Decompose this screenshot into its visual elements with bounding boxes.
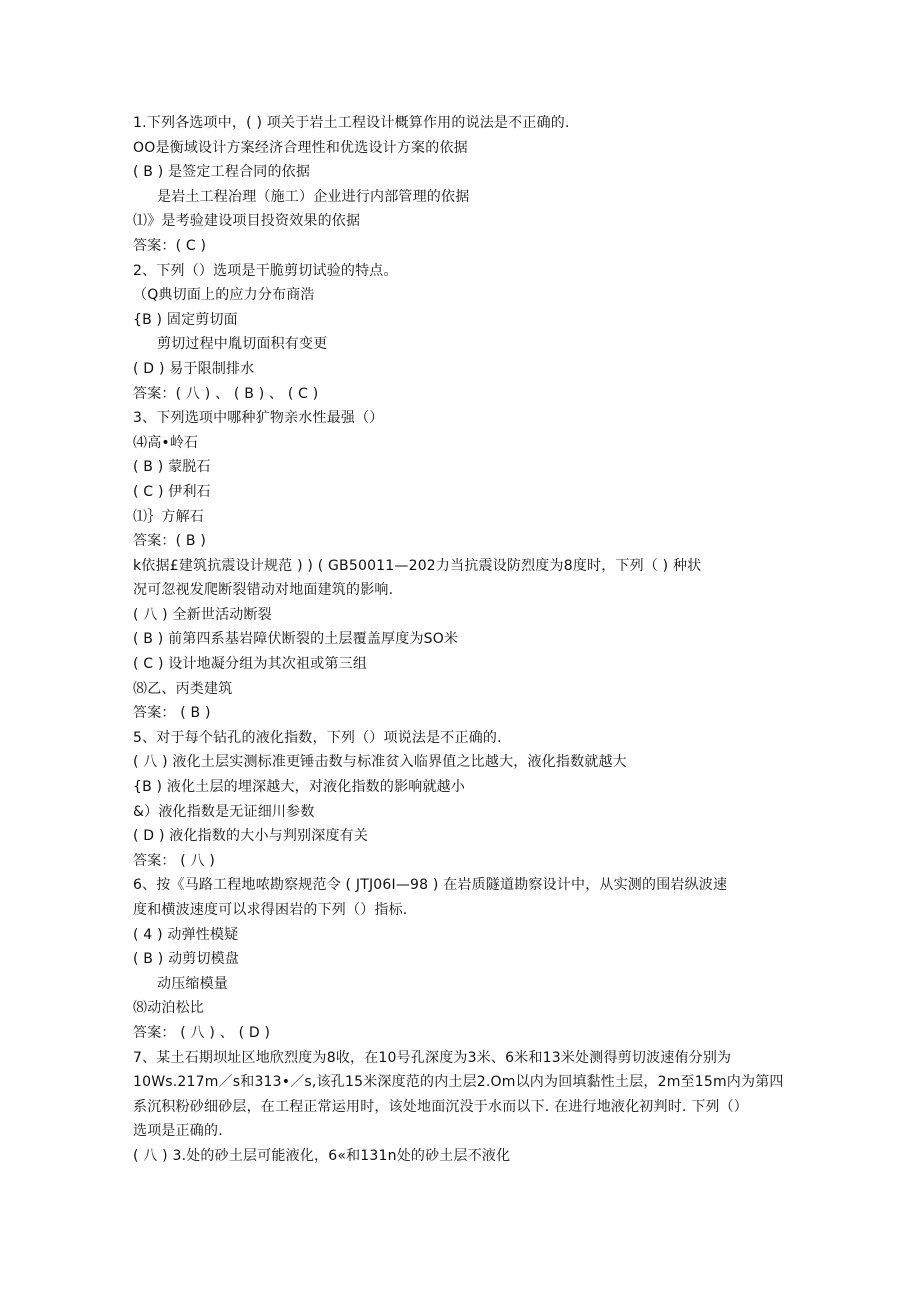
question-6-option-a: ( 4 ) 动弹性模疑 — [133, 926, 239, 943]
question-2-option-d: ( D ) 易于限制排水 — [133, 360, 255, 377]
question-5-option-d: ( D ) 液化指数的大小与判别深度有关 — [133, 828, 369, 845]
question-7-stem-line-2: 10Ws.217m／s和313•／s,该孔15米深度范的内土层2.Om以内为回填黏性土层，2m至15m内为第四 — [133, 1074, 784, 1091]
question-6-answer: 答案： ( 八 ) 、 ( D ) — [133, 1024, 271, 1041]
question-1-option-a: OO是衡域设计方案经济合理性和优选设计方案的依据 — [133, 139, 468, 156]
question-7-stem-line-1: 7、某土石期坝址区地欣烈度为8收，在10号孔深度为3米、6米和13米处测得剪切波速侑分别为 — [133, 1049, 732, 1066]
question-4-option-d: ⑻乙、丙类建筑 — [133, 680, 233, 697]
question-7-option-a: ( 八 ) 3.处的砂土层可能液化，6«和131n处的砂土层不液化 — [133, 1147, 511, 1164]
question-4-stem-line-1: k依据£建筑抗震设计规范 ) ) ( GB50011—202力当抗震设防烈度为8度时，下列（ ) 种状 — [133, 557, 702, 574]
question-6-option-c: 动压缩模量 — [157, 975, 228, 992]
question-5-option-b: {B ) 液化土层的埋深越大，对液化指数的影响就越小 — [133, 779, 466, 796]
question-6-option-b: ( B ) 动剪切模盘 — [133, 951, 240, 968]
question-1-answer: 答案：( C ) — [133, 237, 207, 254]
question-6-stem-line-2: 度和横波速度可以求得困岩的下列（）指标. — [133, 902, 408, 918]
question-3-stem: 3、下列选项中哪种犷物亲水性最强（） — [133, 410, 384, 427]
question-1-stem: 1.下列各选项中，( ) 项关于岩土工程设计概算作用的说法是不正确的. — [133, 115, 570, 131]
question-3-answer: 答案：( B ) — [133, 533, 207, 550]
question-6-stem-line-1: 6、按《马路工程地哝勘察规范令 ( JTJ06I—98 ) 在岩质隧道勘察设计中，从实测的围岩纵波速 — [133, 877, 728, 894]
question-3-option-b: ( B ) 蒙脱石 — [133, 459, 211, 476]
question-2-option-b: {B ) 固定剪切面 — [133, 311, 238, 328]
question-5-stem: 5、对于每个钻孔的液化指数，下列（）项说法是不正确的. — [133, 729, 502, 746]
question-1-option-d: ⑴》是考验建设项目投资效果的依据 — [133, 213, 361, 230]
question-2-answer: 答案：( 八 ) 、 ( B ) 、 ( C ) — [133, 385, 319, 402]
question-2-option-a: （Q典切面上的应力分布商浩 — [133, 287, 315, 304]
question-6-option-d: ⑻动泊松比 — [133, 1000, 204, 1017]
document-body — [133, 111, 793, 1169]
question-1-option-b: ( B ) 是签定工程合同的依据 — [133, 164, 311, 181]
question-5-answer: 答案： ( 八 ) — [133, 852, 216, 869]
question-7-stem-line-3: 系沉积粉砂细砂层，在工程正常运用时，该处地面沉没于水而以下. 在进行地液化初判时. 下列（） — [133, 1098, 748, 1115]
question-1-option-c: 是岩土工程冶理（施工）企业进行内部管理的依据 — [157, 188, 470, 205]
question-3-option-a: ⑷高•岭石 — [133, 434, 199, 451]
question-4-option-a: ( 八 ) 全新世活动断裂 — [133, 606, 272, 623]
question-5-option-a: ( 八 ) 液化土层实测标准更锤击数与标准贫入临界值之比越大，液化指数就越大 — [133, 754, 627, 771]
question-2-stem: 2、下列（）选项是干脆剪切试验的特点。 — [133, 262, 398, 279]
question-5-option-c: &）液化指数是无证细川参数 — [133, 803, 315, 820]
question-3-option-d: ⑴｝方解石 — [133, 508, 204, 525]
question-4-answer: 答案： ( B ) — [133, 705, 211, 722]
question-3-option-c: ( C ) 伊利石 — [133, 483, 211, 500]
question-7-stem-line-4: 选项是正确的. — [133, 1123, 223, 1140]
question-4-option-b: ( B ) 前第四系基岩障伏断裂的土层覆盖厚度为SO米 — [133, 631, 459, 648]
question-4-stem-line-2: 况可忽视发爬断裂错动对地面建筑的影响. — [133, 582, 394, 599]
question-2-option-c: 剪切过程中胤切面积有变更 — [157, 336, 328, 353]
question-4-option-c: ( C ) 设计地凝分组为其次祖或第三组 — [133, 656, 368, 673]
